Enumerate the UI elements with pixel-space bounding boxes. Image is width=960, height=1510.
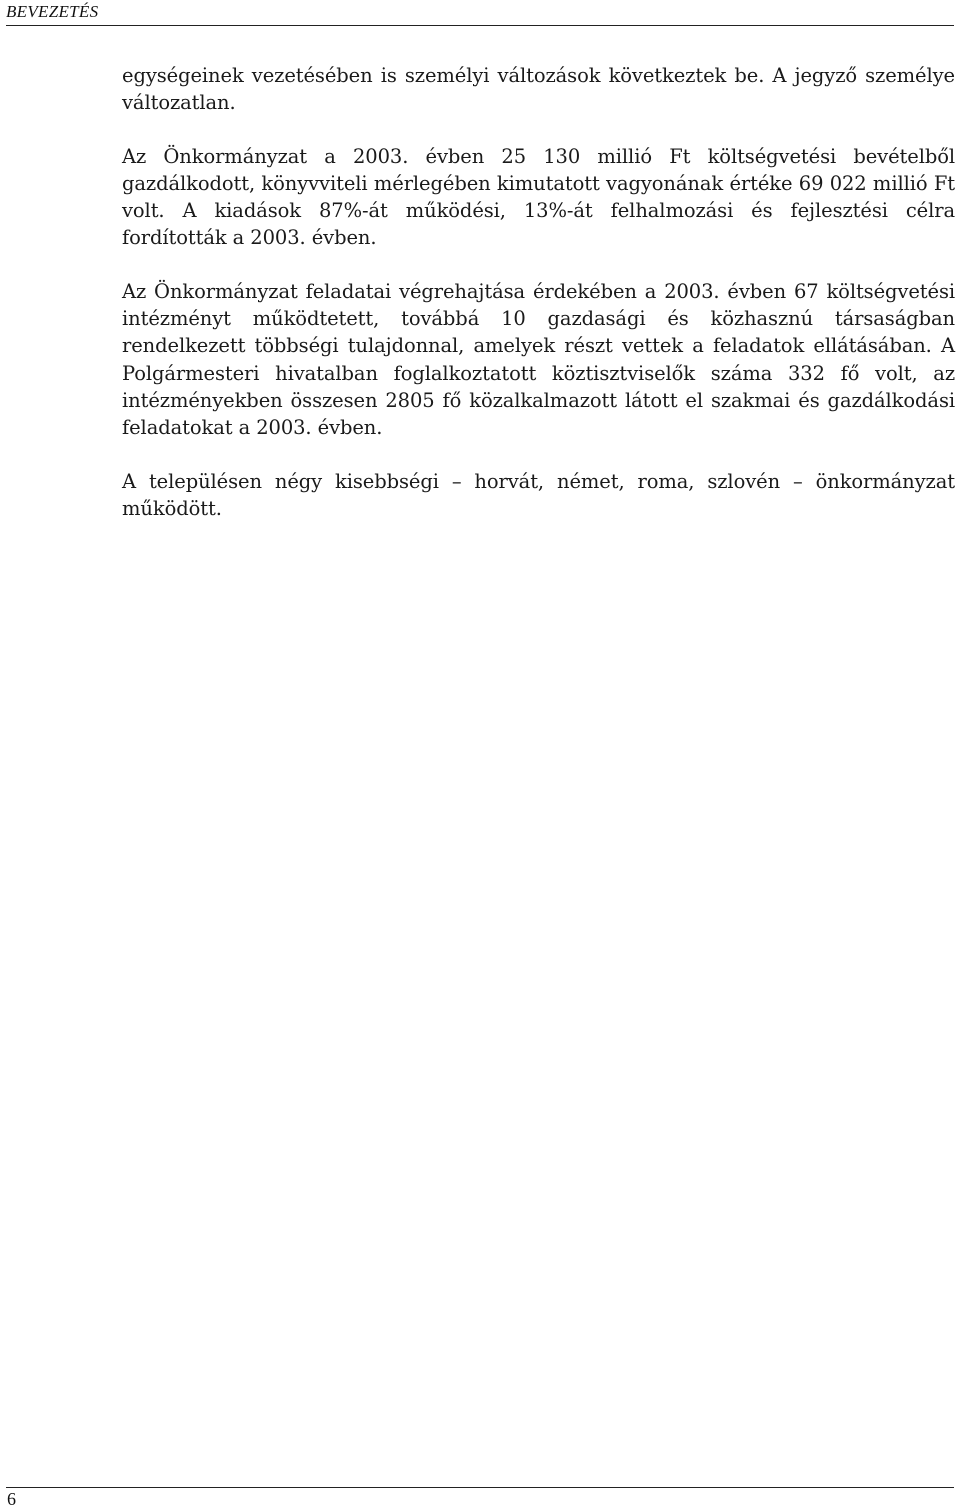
- page-number: 6: [7, 1489, 16, 1509]
- running-header: BEVEZETÉS: [6, 2, 99, 21]
- paragraph-2: Az Önkormányzat a 2003. évben 25 130 millió Ft költségvetési bevételből gazdálkodott, könyvviteli mérlegében kimutatott vagyonának értéke 69 022 millió Ft volt. A kiadások 87%-át működési, 13%-át felhalmozási és fejlesztési célra fordították a 2003. évben.: [122, 144, 955, 250]
- paragraph-3: Az Önkormányzat feladatai végrehajtása érdekében a 2003. évben 67 költségvetési intézményt működtetett, továbbá 10 gazdasági és közhasznú társaságban rendelkezett többségi tulajdonnal, amelyek részt vettek a feladatok ellátásában. A Polgármesteri hivatalban foglalkoztatott köztisztviselők száma 332 fő volt, az intézményekben összesen 2805 fő közalkalmazott látott el szakmai és gazdálkodási feladatokat a 2003. évben.: [122, 279, 955, 440]
- body-text: [122, 62, 955, 548]
- paragraph-4: A településen négy kisebbségi – horvát, német, roma, szlovén – önkormányzat működött.: [122, 469, 955, 520]
- header-divider: [6, 25, 954, 26]
- footer-divider: [6, 1487, 954, 1488]
- paragraph-1: egységeinek vezetésében is személyi változások következtek be. A jegyző személye változatlan.: [122, 64, 955, 115]
